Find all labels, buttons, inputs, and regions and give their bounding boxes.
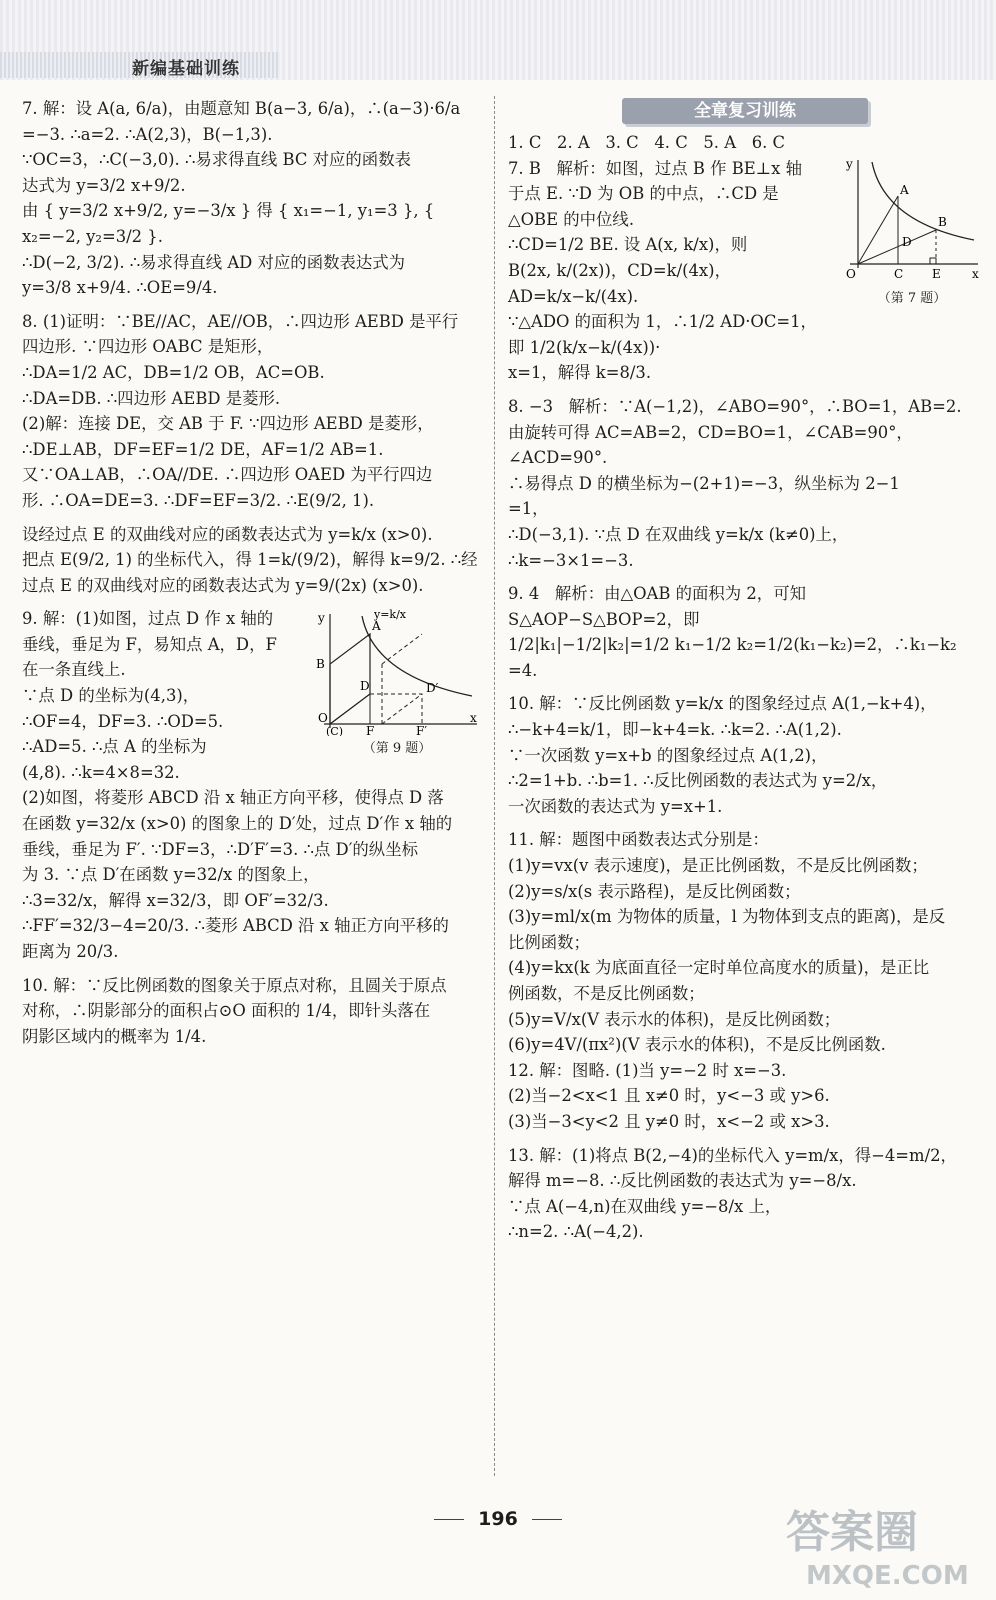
text-line: 在函数 y=32/x (x>0) 的图象上的 D′处，过点 D′作 x 轴的 — [22, 814, 453, 834]
text-line: 9. 解：(1)如图，过点 D 作 x 轴的 — [22, 609, 274, 629]
text-line: B(2x, k/(2x))，CD=k/(4x)，AD=k/x−k/(4x). — [508, 260, 731, 306]
text-line: ∴n=2. ∴A(−4,2). — [508, 1222, 644, 1242]
fig7-label: y — [846, 156, 853, 171]
text-line: (2)解：连接 DE，交 AB 于 F. ∵四边形 AEBD 是菱形， — [22, 414, 434, 434]
text-line: 垂线，垂足为 F，易知点 A，D，F — [22, 634, 277, 654]
text-line: ∴FF′=32/3−4=20/3. ∴菱形 ABCD 沿 x 轴正方向平移的 — [22, 916, 449, 936]
fig9-label: O — [318, 711, 328, 726]
figure-9-caption: （第 9 题） — [362, 741, 432, 757]
fig7-label: B — [938, 214, 947, 229]
text-line: 13. 解：(1)将点 B(2,−4)的坐标代入 y=m/x，得−4=m/2， — [508, 1145, 957, 1165]
fig9-label: F′ — [416, 724, 428, 737]
section-banner: 全章复习训练 — [622, 98, 868, 124]
text-line: 7. 解：设 A(a, 6/a)，由题意知 B(a−3, 6/a)，∴(a−3)·6/a — [22, 99, 461, 118]
fig9-label: F — [366, 724, 375, 737]
figure-7-caption: （第 7 题） — [877, 290, 947, 306]
text-line: ∴DE⊥AB，DF=EF=1/2 DE，AF=1/2 AB=1. — [22, 439, 384, 459]
text-line: (4)y=kx(k 为底面直径一定时单位高度水的质量)，是正比 — [508, 958, 930, 978]
fig9-label: D′ — [426, 681, 439, 696]
text-line: ∴OF=4，DF=3. ∴OD=5. — [22, 711, 224, 731]
text-line: =−3. ∴a=2. ∴A(2,3)，B(−1,3). — [22, 124, 273, 144]
text-line: ∴2=1+b. ∴b=1. ∴反比例函数的表达式为 y=2/x， — [508, 771, 888, 791]
text-line: 四边形. ∵四边形 OABC 是矩形， — [22, 337, 274, 357]
text-line: (5)y=V/x(V 表示水的体积)，是反比例函数； — [508, 1009, 841, 1029]
text-line: ∴AD=5. ∴点 A 的坐标为 — [22, 737, 207, 757]
figure-9-diagram — [312, 606, 482, 736]
text-line: ∴易得点 D 的横坐标为−(2+1)=−3，纵坐标为 2−1 — [508, 473, 900, 493]
text-line: ∴k=−3×1=−3. — [508, 550, 634, 570]
header-title: 新编基础训练 — [132, 59, 240, 79]
text-line: (2)y=s/x(s 表示路程)，是反比例函数； — [508, 881, 801, 901]
text-line: 形. ∴OA=DE=3. ∴DF=EF=3/2. ∴E(9/2, 1). — [22, 490, 375, 510]
watermark-logo — [776, 1492, 976, 1592]
text-line: ∴DA=1/2 AC，DB=1/2 OB，AC=OB. — [22, 362, 325, 382]
text-line: 达式为 y=3/2 x+9/2. — [22, 175, 186, 195]
text-line: 1/2|k₁|−1/2|k₂|=1/2 k₁−1/2 k₂=1/2(k₁−k₂)=2，∴k₁−k₂ — [508, 635, 957, 655]
fig7-label: D — [902, 234, 912, 249]
fig7-label: x — [972, 266, 979, 281]
text-line: ∴D(−3,1). ∵点 D 在双曲线 y=k/x (k≠0)上， — [508, 524, 849, 544]
text-line: ∴D(−2, 3/2). ∴易求得直线 AD 对应的函数表达式为 — [22, 252, 406, 272]
figure-7 — [842, 156, 982, 312]
fig9-label: A — [372, 619, 381, 634]
text-line: 对称，∴阴影部分的面积占⊙O 面积的 1/4，即针头落在 — [22, 1001, 431, 1021]
fig7-label: C — [894, 266, 904, 281]
fig9-label: y — [318, 611, 325, 626]
text-line: 由旋转可得 AC=AB=2，CD=BO=1，∠CAB=90°， — [508, 422, 913, 442]
text-line: 8. −3 解析：∵A(−1,2)，∠ABO=90°，∴BO=1，AB=2. — [508, 396, 962, 416]
text-line: ∵OC=3，∴C(−3,0). ∴易求得直线 BC 对应的函数表 — [22, 150, 411, 170]
text-line: (6)y=4V/(πx²)(V 表示水的体积)，不是反比例函数. — [508, 1035, 886, 1055]
text-line: =4. — [508, 660, 538, 680]
text-line: ∵点 A(−4,n)在双曲线 y=−8/x 上， — [508, 1196, 782, 1216]
text-line: 过点 E 的双曲线对应的函数表达式为 y=9/(2x) (x>0). — [22, 575, 424, 595]
text-line: 于点 E. ∵D 为 OB 的中点，∴CD 是 — [508, 184, 779, 204]
watermark-url: MXQE.COM — [806, 1561, 969, 1591]
text-line: 阴影区域内的概率为 1/4. — [22, 1026, 207, 1046]
text-line: 为 3. ∵点 D′在函数 y=32/x 的图象上， — [22, 865, 320, 885]
text-line: 由 { y=3/2 x+9/2, y=−3/x } 得 { x₁=−1, y₁=3 }, { x₂=−2, y₂=3/2 }. — [22, 201, 440, 246]
text-line: 垂线，垂足为 F′. ∵DF=3，∴D′F′=3. ∴点 D′的纵坐标 — [22, 839, 418, 859]
text-line: (2)当−2<x<1 且 x≠0 时，y<−3 或 y>6. — [508, 1086, 830, 1106]
text-line: y=3/8 x+9/4. ∴OE=9/4. — [22, 278, 218, 298]
text-line: 10. 解：∵反比例函数 y=k/x 的图象经过点 A(1,−k+4)， — [508, 694, 937, 714]
text-line: 把点 E(9/2, 1) 的坐标代入，得 1=k/(9/2)，解得 k=9/2. ∴经 — [22, 550, 478, 570]
text-line: ∴DA=DB. ∴四边形 AEBD 是菱形. — [22, 388, 281, 408]
text-line: 解得 m=−8. ∴反比例函数的表达式为 y=−8/x. — [508, 1171, 857, 1191]
text-line: 7. B 解析：如图，过点 B 作 BE⊥x 轴 — [508, 158, 802, 178]
fig9-label: D — [360, 679, 370, 694]
text-line: 9. 4 解析：由△OAB 的面积为 2，可知 S△AOP−S△BOP=2，即 — [508, 584, 812, 629]
text-line: 距离为 20/3. — [22, 942, 119, 961]
text-line: △OBE 的中位线. — [508, 209, 635, 229]
text-line: 比例函数； — [508, 932, 590, 952]
page-header — [0, 0, 996, 80]
figure-9 — [312, 606, 482, 762]
text-line: 1. C 2. A 3. C 4. C 5. A 6. C — [508, 133, 786, 152]
text-line: (2)如图，将菱形 ABCD 沿 x 轴正方向平移，使得点 D 落 — [22, 788, 444, 808]
text-line: ∵△ADO 的面积为 1，∴1/2 AD·OC=1，即 1/2(k/x−k/(4x))· — [508, 312, 817, 357]
text-line: ∠ACD=90°. — [508, 448, 608, 468]
page-number-text: 196 — [478, 1508, 518, 1530]
left-column — [22, 96, 482, 1049]
fig9-label: B — [316, 657, 325, 672]
text-line: (3)y=ml/x(m 为物体的质量，l 为物体到支点的距离)，是反 — [508, 907, 946, 927]
text-line: ∵一次函数 y=x+b 的图象经过点 A(1,2)， — [508, 745, 828, 765]
text-line: 一次函数的表达式为 y=x+1. — [508, 796, 723, 816]
fig7-label: E — [932, 266, 941, 281]
text-line: (3)当−3<y<2 且 y≠0 时，x<−2 或 x>3. — [508, 1111, 830, 1131]
text-line: (4,8). ∴k=4×8=32. — [22, 762, 180, 782]
column-divider — [494, 96, 495, 1476]
fig7-label: O — [846, 266, 856, 281]
text-line: 又∵OA⊥AB，∴OA//DE. ∴四边形 OAED 为平行四边 — [22, 465, 433, 485]
fig9-label: x — [470, 711, 477, 726]
text-line: =1， — [508, 499, 549, 519]
fig9-label: (C) — [326, 725, 343, 737]
figure-7-diagram — [842, 156, 982, 286]
text-line: ∴CD=1/2 BE. 设 A(x, k/x)，则 — [508, 235, 748, 255]
text-line: ∴3=32/x，解得 x=32/3，即 OF′=32/3. — [22, 890, 329, 910]
text-line: 11. 解：题图中函数表达式分别是： — [508, 830, 769, 850]
text-line: 10. 解：∵反比例函数的图象关于原点对称，且圆关于原点 — [22, 975, 447, 995]
text-line: (1)y=vx(v 表示速度)，是正比例函数，不是反比例函数； — [508, 856, 928, 876]
right-column — [508, 96, 982, 1245]
text-line: 设经过点 E 的双曲线对应的函数表达式为 y=k/x (x>0). — [22, 524, 433, 544]
text-line: ∴−k+4=k/1，即−k+4=k. ∴k=2. ∴A(1,2). — [508, 720, 842, 740]
text-line: 例函数，不是反比例函数； — [508, 984, 705, 1003]
text-line: 在一条直线上. — [22, 660, 126, 680]
fig7-label: A — [900, 182, 909, 197]
fig9-func-label: y=k/x — [374, 608, 407, 622]
text-line: ∵点 D 的坐标为(4,3)， — [22, 686, 200, 706]
text-line: x=1，解得 k=8/3. — [508, 363, 652, 383]
watermark-text: 答案圈 — [786, 1507, 918, 1558]
text-line: 8. (1)证明：∵BE//AC，AE//OB，∴四边形 AEBD 是平行 — [22, 311, 459, 331]
text-line: 12. 解：图略. (1)当 y=−2 时 x=−3. — [508, 1060, 787, 1080]
